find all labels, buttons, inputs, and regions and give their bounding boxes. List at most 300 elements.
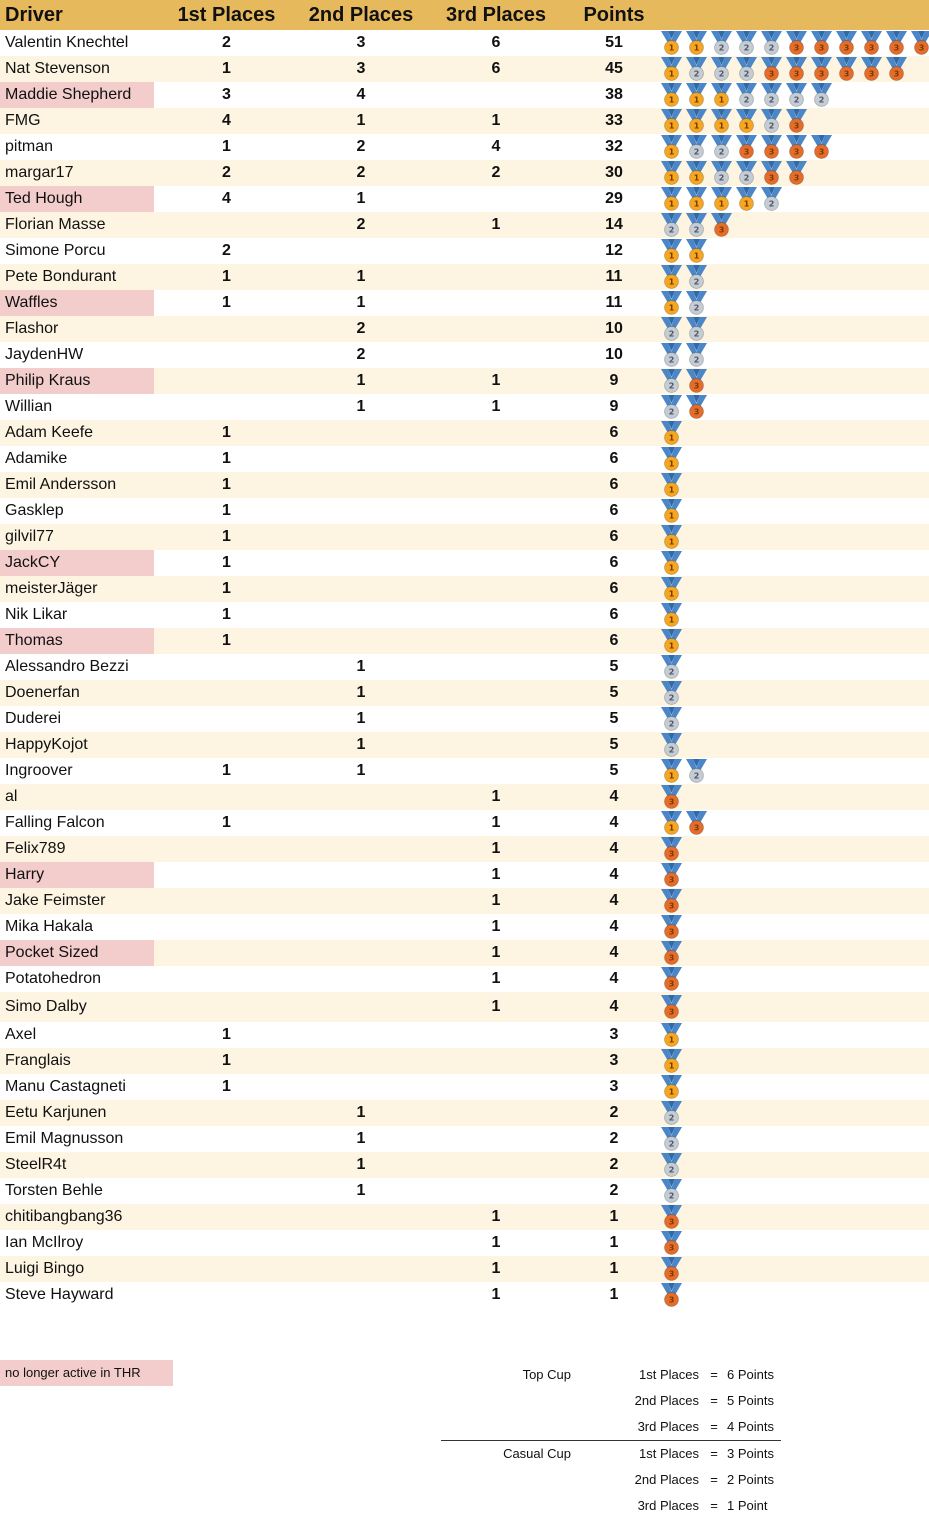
svg-text:2: 2 xyxy=(718,147,725,157)
cup-name: Casual Cup xyxy=(503,1446,571,1461)
bronze-medal-icon xyxy=(684,368,709,394)
second-places-count xyxy=(299,472,423,498)
first-places-count: 1 xyxy=(154,1048,299,1074)
svg-text:1: 1 xyxy=(693,251,700,261)
table-row xyxy=(0,498,929,524)
first-places-count: 1 xyxy=(154,524,299,550)
points-key xyxy=(441,1362,781,1519)
points-value: 11 xyxy=(605,294,623,311)
svg-text:3: 3 xyxy=(693,823,700,833)
silver-medal-icon xyxy=(684,134,709,160)
table-row xyxy=(0,108,929,134)
medals-cell xyxy=(659,992,929,1022)
svg-text:1: 1 xyxy=(718,121,725,131)
points-value: 4 xyxy=(569,784,659,810)
first-places-count: 1 xyxy=(154,628,299,654)
third-places-count xyxy=(423,654,569,680)
silver-medal-icon xyxy=(759,186,784,212)
driver-name: HappyKojot xyxy=(0,732,154,758)
points-value: 3 xyxy=(609,1026,619,1043)
table-row xyxy=(0,472,929,498)
svg-text:2: 2 xyxy=(768,199,775,209)
driver-name: Mika Hakala xyxy=(5,918,94,935)
third-places-count: 4 xyxy=(491,138,501,155)
medals-cell xyxy=(659,706,929,732)
medals-cell xyxy=(659,1074,929,1100)
third-places-count: 2 xyxy=(423,160,569,186)
third-places-count: 1 xyxy=(423,836,569,862)
bronze-medal-icon xyxy=(784,160,809,186)
table-row xyxy=(0,420,929,446)
points-value: 1 xyxy=(609,1234,619,1251)
medals-cell xyxy=(659,160,929,186)
table-row xyxy=(0,810,929,836)
medals-cell xyxy=(659,446,929,472)
svg-text:2: 2 xyxy=(768,95,775,105)
inactive-legend: no longer active in THR xyxy=(0,1360,173,1386)
medals-cell xyxy=(659,732,929,758)
second-places-count xyxy=(299,1204,423,1230)
points-value: 5 xyxy=(609,710,619,727)
svg-text:2: 2 xyxy=(793,95,800,105)
first-places-count: 1 xyxy=(222,762,231,779)
silver-medal-icon xyxy=(659,342,684,368)
driver-name: meisterJäger xyxy=(0,576,154,602)
table-row xyxy=(0,186,929,212)
medals-cell xyxy=(659,784,929,810)
second-places-count xyxy=(299,810,423,836)
driver-name: Valentin Knechtel xyxy=(5,34,129,51)
table-row xyxy=(0,238,929,264)
points-value: 51 xyxy=(605,34,623,51)
table-row xyxy=(0,628,929,654)
first-places-count: 1 xyxy=(222,294,231,311)
svg-text:1: 1 xyxy=(743,121,750,131)
bronze-medal-icon xyxy=(709,212,734,238)
silver-medal-icon xyxy=(709,56,734,82)
driver-name: Ingroover xyxy=(5,762,73,779)
third-places-count: 1 xyxy=(491,866,501,883)
silver-medal-icon xyxy=(734,82,759,108)
bronze-medal-icon xyxy=(784,108,809,134)
table-row xyxy=(0,160,929,186)
silver-medal-icon xyxy=(759,30,784,56)
second-places-count: 1 xyxy=(356,398,366,415)
driver-name: Franglais xyxy=(0,1048,154,1074)
second-places-count: 2 xyxy=(299,316,423,342)
gold-medal-icon xyxy=(659,628,684,654)
driver-name: JaydenHW xyxy=(5,346,84,363)
points-label: 5 Points xyxy=(727,1393,774,1408)
points-value: 6 xyxy=(569,576,659,602)
third-places-count: 1 xyxy=(423,940,569,966)
third-places-count: 1 xyxy=(423,212,569,238)
second-places-count xyxy=(299,1074,423,1100)
second-places-count: 1 xyxy=(299,1152,423,1178)
driver-name: JackCY xyxy=(0,550,154,576)
gold-medal-icon xyxy=(684,238,709,264)
medals-cell xyxy=(659,602,929,628)
second-places-count xyxy=(299,420,423,446)
points-value: 4 xyxy=(609,866,619,883)
third-places-count xyxy=(423,1100,569,1126)
bronze-medal-icon xyxy=(659,1282,684,1308)
silver-medal-icon xyxy=(659,1152,684,1178)
third-places-count: 6 xyxy=(491,34,501,51)
svg-text:1: 1 xyxy=(668,303,675,313)
svg-text:1: 1 xyxy=(668,589,675,599)
first-places-count xyxy=(154,680,299,706)
driver-name: Manu Castagneti xyxy=(5,1078,126,1095)
first-places-count: 1 xyxy=(222,814,231,831)
gold-medal-icon xyxy=(684,160,709,186)
points-value: 1 xyxy=(569,1256,659,1282)
first-places-count xyxy=(154,1230,299,1256)
svg-text:3: 3 xyxy=(768,147,775,157)
bronze-medal-icon xyxy=(659,994,684,1020)
points-value: 2 xyxy=(569,1152,659,1178)
gold-medal-icon xyxy=(659,1074,684,1100)
second-places-count xyxy=(299,628,423,654)
gold-medal-icon xyxy=(734,186,759,212)
second-places-count xyxy=(299,550,423,576)
gold-medal-icon xyxy=(659,30,684,56)
table-row xyxy=(0,1256,929,1282)
gold-medal-icon xyxy=(659,420,684,446)
medals-cell xyxy=(659,316,929,342)
driver-name: Jake Feimster xyxy=(0,888,154,914)
silver-medal-icon xyxy=(659,654,684,680)
bronze-medal-icon xyxy=(659,1230,684,1256)
svg-text:2: 2 xyxy=(693,355,700,365)
medals-cell xyxy=(659,212,929,238)
first-places-count: 4 xyxy=(154,108,299,134)
bronze-medal-icon xyxy=(659,914,684,940)
first-places-count xyxy=(154,706,299,732)
points-label: 3 Points xyxy=(727,1446,774,1461)
gold-medal-icon xyxy=(659,238,684,264)
first-places-count xyxy=(154,654,299,680)
silver-medal-icon xyxy=(759,108,784,134)
medals-cell xyxy=(659,342,929,368)
second-places-count: 1 xyxy=(299,680,423,706)
svg-text:3: 3 xyxy=(793,43,800,53)
svg-text:3: 3 xyxy=(868,69,875,79)
gold-medal-icon xyxy=(659,186,684,212)
points-value: 4 xyxy=(609,814,619,831)
driver-name: Flashor xyxy=(0,316,154,342)
place-label: 2nd Places xyxy=(634,1472,699,1487)
svg-text:3: 3 xyxy=(693,381,700,391)
table-row xyxy=(0,836,929,862)
silver-medal-icon xyxy=(734,30,759,56)
svg-text:3: 3 xyxy=(668,849,675,859)
medals-cell xyxy=(659,290,929,316)
table-row xyxy=(0,212,929,238)
silver-medal-icon xyxy=(709,134,734,160)
svg-text:1: 1 xyxy=(668,771,675,781)
gold-medal-icon xyxy=(659,108,684,134)
svg-text:1: 1 xyxy=(693,173,700,183)
silver-medal-icon xyxy=(734,160,759,186)
first-places-count: 1 xyxy=(222,554,231,571)
third-places-count xyxy=(423,1048,569,1074)
table-row xyxy=(0,1204,929,1230)
first-places-count xyxy=(154,1282,299,1308)
driver-name: Nat Stevenson xyxy=(0,56,154,82)
points-value: 6 xyxy=(609,554,619,571)
svg-text:2: 2 xyxy=(768,43,775,53)
svg-text:2: 2 xyxy=(668,693,675,703)
table-row xyxy=(0,1282,929,1308)
second-places-count: 1 xyxy=(356,190,366,207)
bronze-medal-icon xyxy=(784,30,809,56)
points-value: 2 xyxy=(609,1182,619,1199)
third-places-count: 1 xyxy=(491,398,501,415)
driver-name: FMG xyxy=(0,108,154,134)
first-places-count: 4 xyxy=(222,190,231,207)
gold-medal-icon xyxy=(659,134,684,160)
table-row xyxy=(0,784,929,810)
first-places-count xyxy=(154,992,299,1022)
second-places-count: 2 xyxy=(299,160,423,186)
second-places-count: 1 xyxy=(299,732,423,758)
silver-medal-icon xyxy=(659,732,684,758)
driver-name: Axel xyxy=(5,1026,37,1043)
points-value: 6 xyxy=(609,450,619,467)
points-value: 33 xyxy=(569,108,659,134)
first-places-count: 1 xyxy=(154,576,299,602)
points-value: 2 xyxy=(609,1130,619,1147)
third-places-count xyxy=(423,498,569,524)
svg-text:1: 1 xyxy=(668,1061,675,1071)
gold-medal-icon xyxy=(684,30,709,56)
bronze-medal-icon xyxy=(859,56,884,82)
bronze-medal-icon xyxy=(759,134,784,160)
equals-sign: = xyxy=(710,1393,718,1408)
gold-medal-icon xyxy=(659,602,684,628)
svg-text:1: 1 xyxy=(668,563,675,573)
driver-name: Potatohedron xyxy=(5,970,102,987)
driver-name: Ted Hough xyxy=(0,186,154,212)
first-places-count: 1 xyxy=(222,502,231,519)
first-places-count xyxy=(154,1100,299,1126)
second-places-count: 2 xyxy=(299,212,423,238)
header-medals xyxy=(659,0,929,30)
svg-text:2: 2 xyxy=(693,69,700,79)
points-value: 1 xyxy=(569,1204,659,1230)
first-places-count xyxy=(154,1178,299,1204)
header-driver: Driver xyxy=(0,0,154,30)
svg-text:3: 3 xyxy=(918,43,925,53)
medals-cell xyxy=(659,888,929,914)
points-value: 14 xyxy=(569,212,659,238)
second-places-count xyxy=(299,966,423,992)
header-third-places: 3rd Places xyxy=(423,0,569,30)
third-places-count xyxy=(423,290,569,316)
medals-cell xyxy=(659,82,929,108)
table-row xyxy=(0,654,929,680)
points-value: 12 xyxy=(605,242,623,259)
first-places-count xyxy=(154,316,299,342)
table-row xyxy=(0,914,929,940)
second-places-count: 1 xyxy=(356,710,366,727)
medals-cell xyxy=(659,836,929,862)
medals-cell xyxy=(659,550,929,576)
medals-cell xyxy=(659,1152,929,1178)
table-row xyxy=(0,706,929,732)
svg-text:1: 1 xyxy=(693,121,700,131)
second-places-count xyxy=(299,888,423,914)
driver-name: Alessandro Bezzi xyxy=(5,658,129,675)
second-places-count xyxy=(299,862,423,888)
svg-text:3: 3 xyxy=(893,43,900,53)
svg-text:2: 2 xyxy=(693,303,700,313)
points-value: 1 xyxy=(609,1286,619,1303)
third-places-count: 1 xyxy=(423,784,569,810)
svg-text:2: 2 xyxy=(668,1191,675,1201)
points-value: 5 xyxy=(569,680,659,706)
svg-text:1: 1 xyxy=(668,433,675,443)
medals-cell xyxy=(659,1022,929,1048)
svg-text:1: 1 xyxy=(668,199,675,209)
medals-cell xyxy=(659,264,929,290)
place-label: 1st Places xyxy=(639,1367,699,1382)
second-places-count xyxy=(299,1256,423,1282)
driver-name: chitibangbang36 xyxy=(0,1204,154,1230)
svg-text:2: 2 xyxy=(668,407,675,417)
gold-medal-icon xyxy=(659,82,684,108)
silver-medal-icon xyxy=(684,290,709,316)
second-places-count: 1 xyxy=(299,1100,423,1126)
first-places-count: 1 xyxy=(222,1078,231,1095)
medals-cell xyxy=(659,1230,929,1256)
third-places-count xyxy=(423,680,569,706)
gold-medal-icon xyxy=(659,56,684,82)
points-value: 5 xyxy=(609,762,619,779)
driver-name: Adamike xyxy=(5,450,68,467)
bronze-medal-icon xyxy=(834,30,859,56)
svg-text:3: 3 xyxy=(668,927,675,937)
second-places-count: 1 xyxy=(356,1182,366,1199)
bronze-medal-icon xyxy=(659,836,684,862)
third-places-count xyxy=(423,576,569,602)
svg-text:3: 3 xyxy=(793,69,800,79)
header-points: Points xyxy=(569,0,659,30)
svg-text:1: 1 xyxy=(668,615,675,625)
svg-text:1: 1 xyxy=(693,199,700,209)
medals-cell xyxy=(659,576,929,602)
svg-text:1: 1 xyxy=(668,1035,675,1045)
first-places-count: 1 xyxy=(222,138,231,155)
third-places-count: 1 xyxy=(423,992,569,1022)
first-places-count xyxy=(154,368,299,394)
points-label: 2 Points xyxy=(727,1472,774,1487)
points-value: 4 xyxy=(569,992,659,1022)
silver-medal-icon xyxy=(659,212,684,238)
svg-text:1: 1 xyxy=(668,823,675,833)
svg-text:1: 1 xyxy=(668,641,675,651)
driver-name: Emil Andersson xyxy=(0,472,154,498)
second-places-count xyxy=(299,1022,423,1048)
svg-text:2: 2 xyxy=(718,69,725,79)
third-places-count: 1 xyxy=(423,888,569,914)
medals-cell xyxy=(659,394,929,420)
third-places-count: 1 xyxy=(423,108,569,134)
silver-medal-icon xyxy=(684,316,709,342)
medals-cell xyxy=(659,30,929,56)
table-row xyxy=(0,758,929,784)
driver-name: Maddie Shepherd xyxy=(0,82,154,108)
second-places-count xyxy=(299,602,423,628)
driver-name: Simone Porcu xyxy=(5,242,106,259)
first-places-count xyxy=(154,732,299,758)
svg-text:2: 2 xyxy=(743,95,750,105)
second-places-count xyxy=(299,992,423,1022)
equals-sign: = xyxy=(710,1498,718,1513)
svg-text:1: 1 xyxy=(668,459,675,469)
silver-medal-icon xyxy=(659,1178,684,1204)
second-places-count xyxy=(299,784,423,810)
gold-medal-icon xyxy=(734,108,759,134)
medals-cell xyxy=(659,810,929,836)
gold-medal-icon xyxy=(659,1022,684,1048)
svg-text:3: 3 xyxy=(793,147,800,157)
svg-text:1: 1 xyxy=(668,1087,675,1097)
bronze-medal-icon xyxy=(684,810,709,836)
driver-name: Gasklep xyxy=(5,502,64,519)
gold-medal-icon xyxy=(659,290,684,316)
points-value: 29 xyxy=(605,190,623,207)
table-row xyxy=(0,576,929,602)
first-places-count: 1 xyxy=(222,1026,231,1043)
gold-medal-icon xyxy=(709,186,734,212)
points-value: 6 xyxy=(569,420,659,446)
first-places-count xyxy=(154,940,299,966)
silver-medal-icon xyxy=(684,56,709,82)
silver-medal-icon xyxy=(684,264,709,290)
second-places-count xyxy=(299,1048,423,1074)
third-places-count xyxy=(423,706,569,732)
gold-medal-icon xyxy=(659,758,684,784)
second-places-count xyxy=(299,1282,423,1308)
svg-text:2: 2 xyxy=(668,225,675,235)
silver-medal-icon xyxy=(684,758,709,784)
third-places-count xyxy=(423,1178,569,1204)
driver-name: Thomas xyxy=(0,628,154,654)
driver-name: Willian xyxy=(5,398,53,415)
first-places-count: 1 xyxy=(154,56,299,82)
svg-text:1: 1 xyxy=(668,537,675,547)
place-label: 3rd Places xyxy=(637,1419,699,1434)
svg-text:1: 1 xyxy=(668,511,675,521)
svg-text:3: 3 xyxy=(843,43,850,53)
svg-text:2: 2 xyxy=(668,381,675,391)
svg-text:2: 2 xyxy=(743,69,750,79)
bronze-medal-icon xyxy=(859,30,884,56)
bronze-medal-icon xyxy=(684,394,709,420)
svg-text:3: 3 xyxy=(668,1217,675,1227)
header-row xyxy=(0,0,929,30)
second-places-count xyxy=(299,238,423,264)
first-places-count xyxy=(154,1152,299,1178)
svg-text:2: 2 xyxy=(668,667,675,677)
third-places-count xyxy=(423,550,569,576)
gold-medal-icon xyxy=(709,82,734,108)
driver-name: Simo Dalby xyxy=(0,992,154,1022)
svg-text:2: 2 xyxy=(693,225,700,235)
third-places-count: 1 xyxy=(423,1256,569,1282)
